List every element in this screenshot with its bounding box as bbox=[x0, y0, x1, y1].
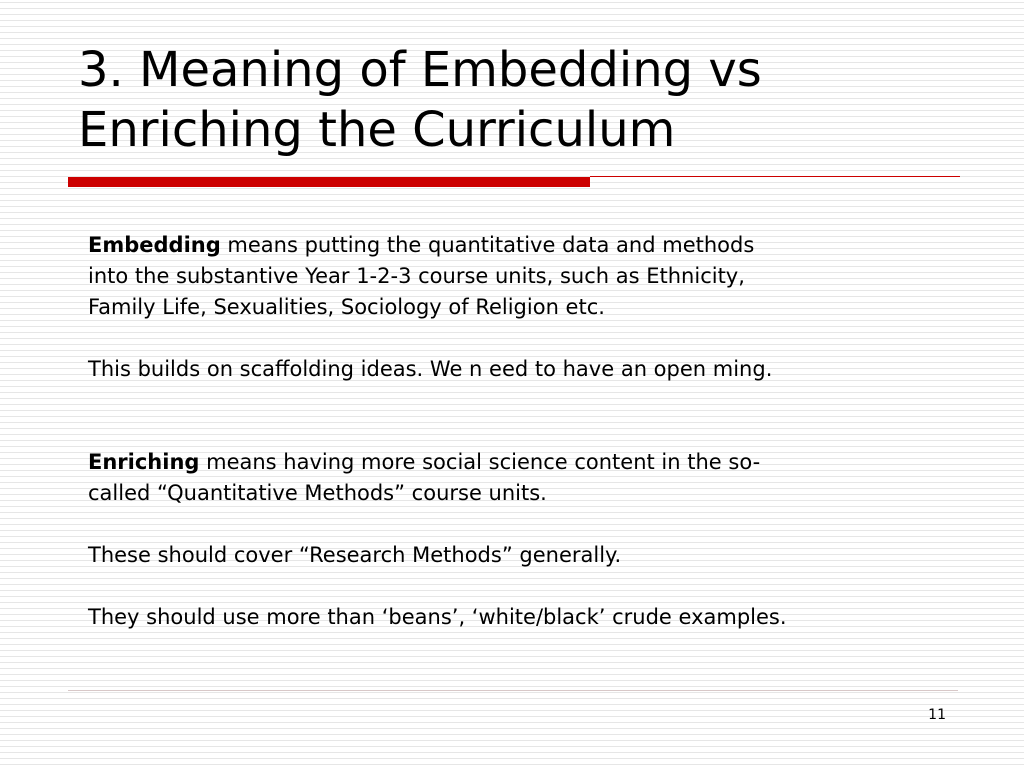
embedding-definition-line-2: into the substantive Year 1-2-3 course units, such as Ethnicity, bbox=[88, 264, 745, 288]
paragraph-spacer bbox=[88, 323, 958, 354]
enriching-definition bbox=[88, 447, 958, 509]
embedding-note: This builds on scaffolding ideas. We n eed to have an open ming. bbox=[88, 357, 773, 381]
embedding-term: Embedding bbox=[88, 233, 221, 257]
enriching-note-research-methods: These should cover “Research Methods” generally. bbox=[88, 543, 622, 567]
title-underline-accent bbox=[68, 177, 590, 187]
footer-rule bbox=[68, 690, 958, 691]
paragraph-spacer bbox=[88, 571, 958, 602]
title-underline-rule bbox=[590, 176, 960, 177]
embedding-definition bbox=[88, 230, 958, 323]
enriching-term: Enriching bbox=[88, 450, 200, 474]
enriching-definition-line-2: called “Quantitative Methods” course units. bbox=[88, 481, 547, 505]
page-number: 11 bbox=[928, 707, 946, 723]
slide-title bbox=[78, 40, 978, 160]
slide-body bbox=[88, 230, 958, 633]
embedding-definition-line-3: Family Life, Sexualities, Sociology of Religion etc. bbox=[88, 295, 605, 319]
enriching-definition-line-1: means having more social science content in the so- bbox=[199, 450, 761, 474]
slide-title-line-1: 3. Meaning of Embedding vs bbox=[78, 42, 762, 98]
paragraph-spacer bbox=[88, 509, 958, 540]
enriching-note-examples: They should use more than ‘beans’, ‘white/black’ crude examples. bbox=[88, 605, 787, 629]
section-spacer bbox=[88, 385, 958, 447]
embedding-definition-line-1: means putting the quantitative data and methods bbox=[220, 233, 755, 257]
slide-title-line-2: Enriching the Curriculum bbox=[78, 102, 676, 158]
